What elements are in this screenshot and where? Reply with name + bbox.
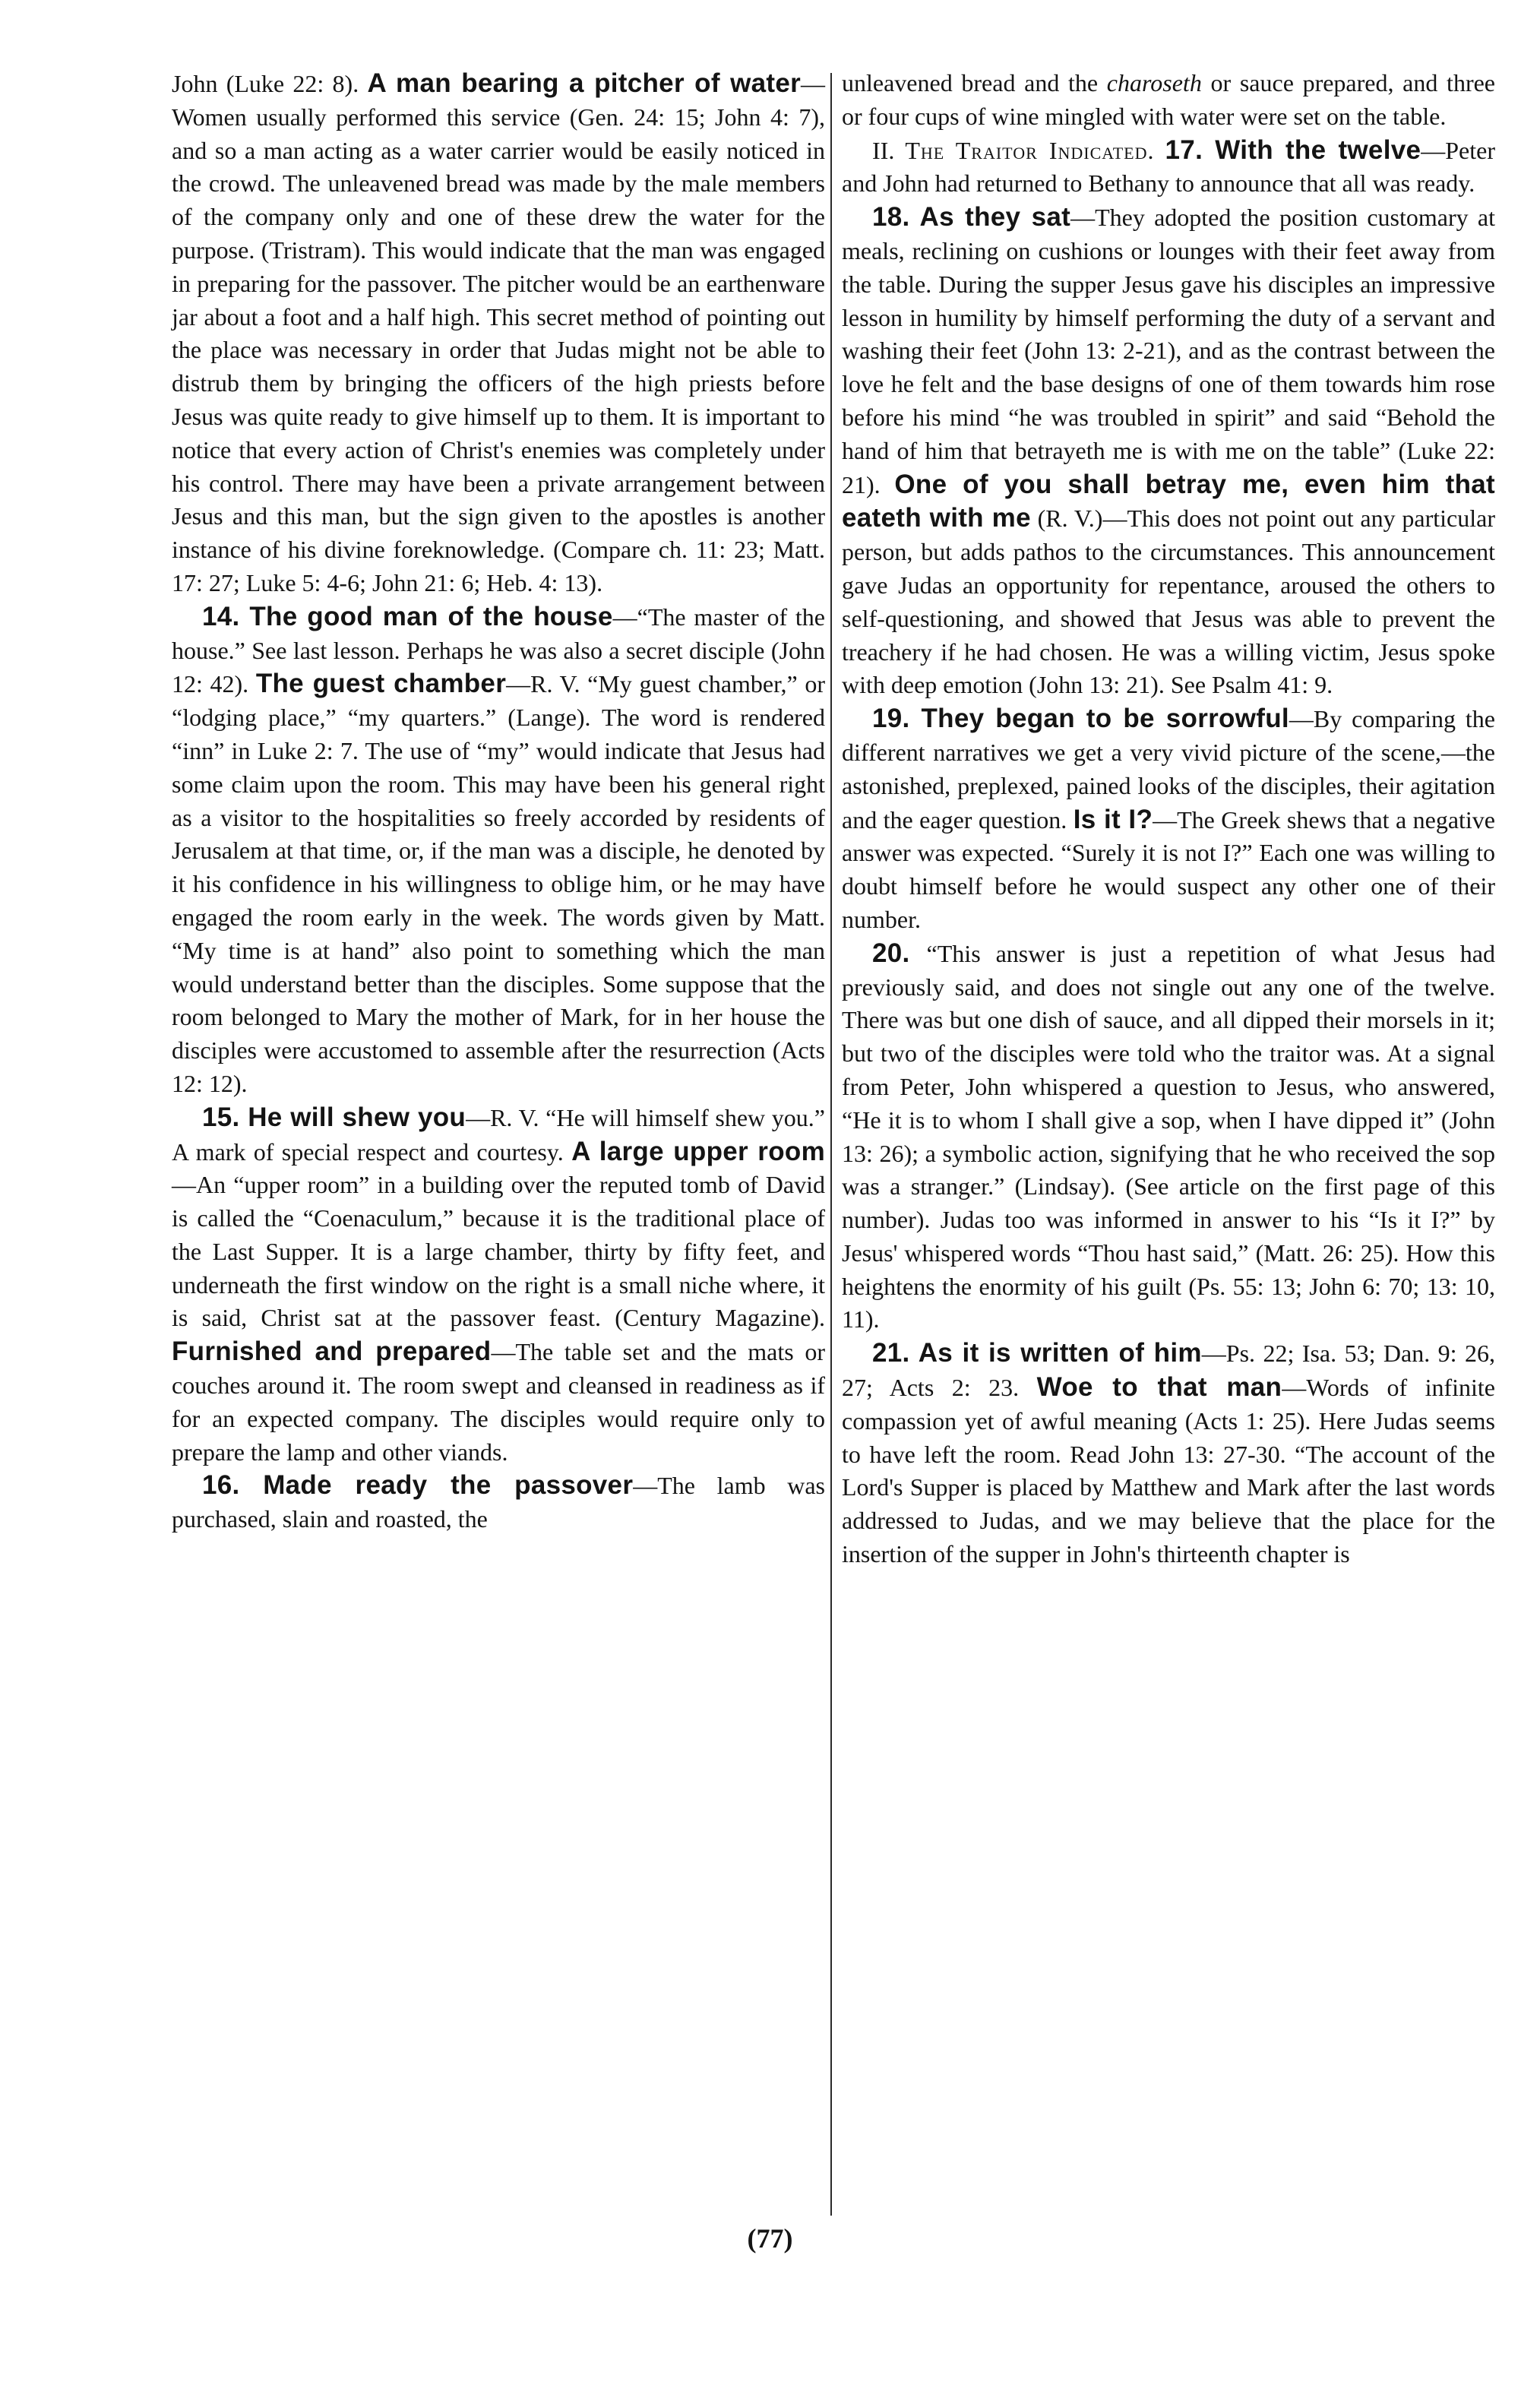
paragraph xyxy=(172,67,825,600)
bold-heading: Furnished and prepared xyxy=(172,1337,492,1367)
body-text: —The lamb was purchased, slain and roasted, the xyxy=(172,1472,826,1533)
body-text: unleavened bread and the xyxy=(842,69,1107,96)
bold-heading: 14. The good man of the house xyxy=(202,601,613,631)
paragraph xyxy=(172,600,825,1101)
body-text: —An “upper room” in a building over the reputed tomb of David is called the “Coenaculum,” because it is the traditional place of the Last Supper. It is a large chamber, thirty by fifty feet, and underneath the first window on the right is a small niche where, it is said, Christ sat at the passover feast. (Century Magazine). xyxy=(172,1171,825,1332)
bold-heading: Is it I? xyxy=(1073,804,1153,834)
column-rule xyxy=(830,73,832,2216)
body-text: —R. V. “My guest chamber,” or “lodging place,” “my quarters.” (Lange). The word is rendered “inn” in Luke 2: 7. The use of “my” would indicate that Jesus had some claim upon the room. This may have been his general right as a visitor to the hospitalities so freely accorded by residents of Jerusalem at that time, or, if the man was a disciple, he denoted by it his confidence in his willingness to oblige him, or he may have engaged the room early in the week. The words given by Matt. “My time is at hand” also point to something which the man would understand better than the disciples. Some suppose that the room belonged to Mary the mother of Mark, for in her house the disciples were accustomed to assemble after the resurrection (Acts 12: 12). xyxy=(172,670,826,1097)
body-text: —They adopted the position customary at meals, reclining on cushions or lounges with their feet away from the table. During the supper Jesus gave his disciples an impressive lesson in humility by himself performing the duty of a servant and washing their feet (John 13: 2-21), and as the contrast between the love he felt and the base designs of one of them towards him rose before his mind “he was troubled in spirit” and said “Behold the hand of him that betrayeth me is with me on the table” (Luke 22: 21). xyxy=(842,204,1495,498)
left-column xyxy=(172,67,825,1536)
bold-heading: 16. Made ready the passover xyxy=(202,1470,634,1501)
bold-heading: 21. As it is written of him xyxy=(872,1338,1202,1368)
paragraph xyxy=(842,937,1495,1337)
right-column xyxy=(842,67,1495,1571)
bold-heading: 19. They began to be sorrowful xyxy=(872,704,1289,734)
body-text: or sauce prepared, and three or four cups of wine mingled with water were set on the table. xyxy=(842,69,1496,130)
bold-heading: 17. With the twelve xyxy=(1165,134,1421,165)
paragraph xyxy=(842,67,1495,134)
bold-heading: 15. He will shew you xyxy=(202,1102,466,1132)
body-text: —R. V. “He will himself shew you.” A mark of special respect and courtesy. xyxy=(172,1103,826,1166)
bold-heading: 18. As they sat xyxy=(872,202,1071,233)
body-text xyxy=(1154,137,1165,164)
bold-heading: 20. xyxy=(872,938,927,968)
page-number: (77) xyxy=(747,2223,793,2254)
section-heading: The Traitor Indicated. xyxy=(905,136,1155,164)
body-text: —Ps. 22; Isa. 53; Dan. 9: 26, 27; Acts 2: 23. xyxy=(842,1340,1496,1402)
bold-heading: The guest chamber xyxy=(255,669,507,699)
paragraph xyxy=(842,134,1495,201)
paragraph xyxy=(172,1469,825,1536)
bold-heading: One of you shall betray me, even him that eateth with me xyxy=(842,469,1496,533)
body-text: —Peter and John had returned to Bethany to announce that all was ready. xyxy=(842,136,1495,198)
body-text: “This answer is just a repetition of what Jesus had previously said, and does not single out any one of the twelve. There was but one dish of sauce, and all dipped their morsels in it; but two of the disciples were told who the traitor was. At a signal from Peter, John whispered a question to Jesus, who answered, “He it is to whom I shall give a sop, when I have dipped it” (John 13: 26); a symbolic action, signifying that he who received the sop was a stranger.” (Lindsay). (See article on the first page of this number). Judas too was informed in answer to his “Is it I?” by Jesus' whispered words “Thou hast said,” (Matt. 26: 25). How this heightens the enormity of his guilt (Ps. 55: 13; John 6: 70; 13: 10, 11). xyxy=(842,939,1495,1333)
paragraph xyxy=(172,1101,825,1469)
paragraph xyxy=(842,702,1495,937)
body-text: —By comparing the different narratives we get a very vivid picture of the scene,—the astonished, preplexed, pained looks of the disciples, their agitation and the eager question. xyxy=(842,705,1495,834)
body-text: John (Luke 22: 8). xyxy=(172,70,368,97)
italic-text: charoseth xyxy=(1106,69,1202,96)
paragraph xyxy=(842,201,1495,702)
paragraph xyxy=(842,1337,1495,1571)
body-text: II. xyxy=(872,136,906,164)
body-text: —“The master of the house.” See last lesson. Perhaps he was also a secret disciple (John 12: 42). xyxy=(172,603,826,698)
body-text: —The Greek shews that a negative answer was expected. “Surely it is not I?” Each one was willing to doubt himself before he would suspect any other one of their number. xyxy=(842,805,1496,933)
bold-heading: Woe to that man xyxy=(1036,1372,1282,1403)
body-text: (R. V.)—This does not point out any particular person, but adds pathos to the circumstances. This announcement gave Judas an opportunity for repentance, aroused the others to self-questioning, and showed that Jesus was able to prevent the treachery if he had chosen. He was a willing victim, Jesus spoke with deep emotion (John 13: 21). See Psalm 41: 9. xyxy=(842,505,1496,699)
body-text: —The table set and the mats or couches around it. The room swept and cleansed in readiness as if for an expected company. The disciples would require only to prepare the lamp and other viands. xyxy=(172,1338,825,1466)
bold-heading: A large upper room xyxy=(571,1136,826,1166)
bold-heading: A man bearing a pitcher of water xyxy=(367,68,802,98)
body-text: —Words of infinite compassion yet of awful meaning (Acts 1: 25). Here Judas seems to have left the room. Read John 13: 27-30. “The account of the Lord's Supper is placed by Matthew and Mark after the last words addressed to Judas, and we may believe that the place for the insertion of the supper in John's thirteenth chapter is xyxy=(842,1374,1496,1568)
body-text: —Women usually performed this service (Gen. 24: 15; John 4: 7), and so a man acting as a water carrier would be easily noticed in the crowd. The unleavened bread was made by the male members of the company only and one of these drew the water for the purpose. (Tristram). This would indicate that the man was engaged in preparing for the passover. The pitcher would be an earthenware jar about a foot and a half high. This secret method of pointing out the place was necessary in order that Judas might not be able to distrub them by bringing the officers of the high priests before Jesus was quite ready to give himself up to them. It is important to notice that every action of Christ's enemies was completely under his control. There may have been a private arrangement between Jesus and this man, but the sign given to the apostles is another instance of his divine foreknowledge. (Compare ch. 11: 23; Matt. 17: 27; Luke 5: 4-6; John 21: 6; Heb. 4: 13). xyxy=(172,70,826,596)
